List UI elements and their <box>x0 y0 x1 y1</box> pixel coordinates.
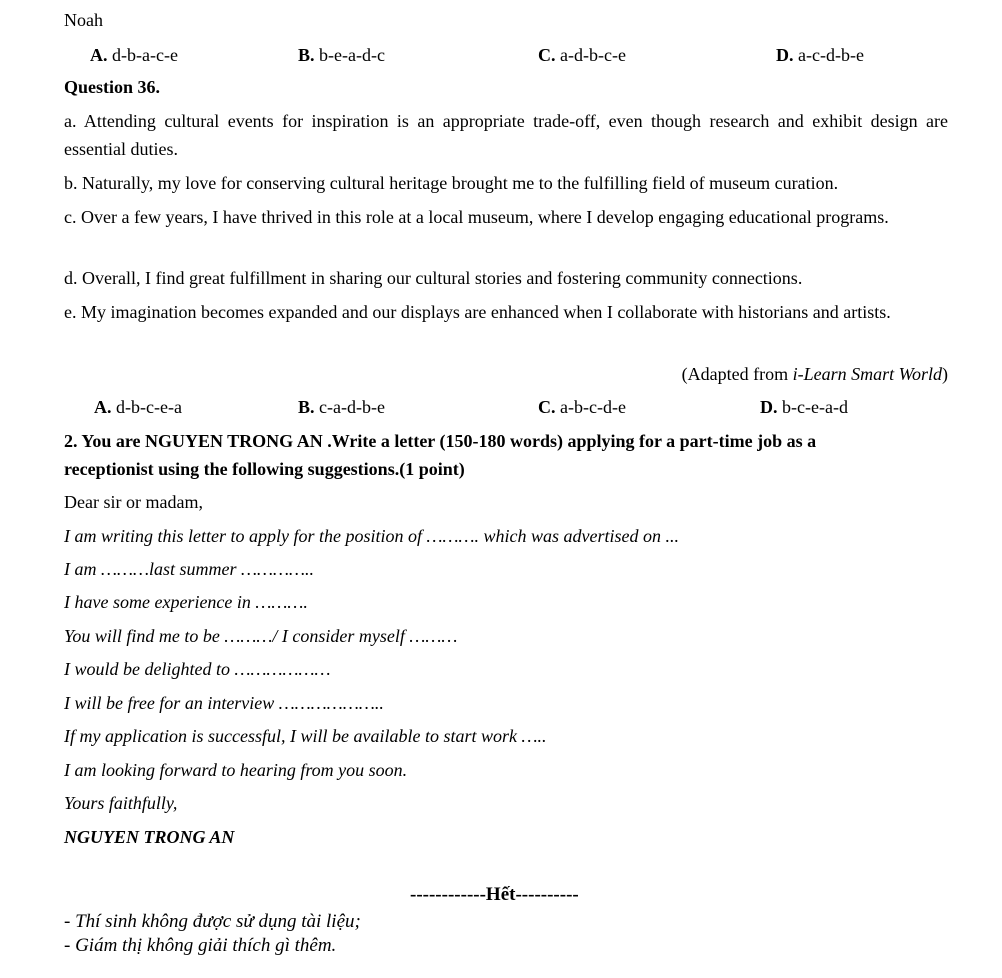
q36-option-a: A. d-b-c-e-a <box>94 397 182 417</box>
q36-option-b: B. c-a-d-b-e <box>298 397 385 417</box>
footer-note-2: - Giám thị không giải thích gì thêm. <box>64 935 337 956</box>
letter-salutation: Dear sir or madam, <box>64 492 203 512</box>
q35-option-d: D. a-c-d-b-e <box>776 45 864 65</box>
q35-last-line: Noah <box>64 10 103 30</box>
writing-prompt-line-1: 2. You are NGUYEN TRONG AN .Write a letter (150-180 words) applying for a part-time job as a <box>64 431 817 451</box>
letter-line: I have some experience in ………. <box>64 592 308 612</box>
q36-option-d: D. b-c-e-a-d <box>760 397 848 417</box>
q35-option-c: C. a-d-b-c-e <box>538 45 626 65</box>
q35-option-a: A. d-b-a-c-e <box>90 45 178 65</box>
letter-line: I would be delighted to ……………… <box>64 659 331 679</box>
q36-sentence-e: e. My imagination becomes expanded and our displays are enhanced when I collaborate with historians and artists. <box>64 302 891 322</box>
q36-source: (Adapted from i-Learn Smart World) <box>681 364 948 384</box>
letter-line: I am ………last summer ………….. <box>64 559 315 579</box>
q36-sentence-a: a. Attending cultural events for inspiration is an appropriate trade-off, even though research and exhibit design are essential duties. <box>64 111 948 159</box>
end-of-exam-mark: ------------Hết---------- <box>410 884 579 905</box>
letter-line: If my application is successful, I will be available to start work ….. <box>64 726 547 746</box>
letter-line: You will find me to be ………/ I consider myself ……… <box>64 626 458 646</box>
q36-sentence-d: d. Overall, I find great fulfillment in sharing our cultural stories and fostering community connections. <box>64 268 803 288</box>
writing-prompt-line-2: receptionist using the following suggestions.(1 point) <box>64 459 465 479</box>
q36-sentence-c: c. Over a few years, I have thrived in this role at a local museum, where I develop engaging educational programs. <box>64 207 889 227</box>
letter-signature: NGUYEN TRONG AN <box>64 827 235 847</box>
footer-note-1: - Thí sinh không được sử dụng tài liệu; <box>64 911 361 932</box>
letter-line: I am looking forward to hearing from you soon. <box>64 760 408 780</box>
letter-line: I will be free for an interview ……………….. <box>64 693 384 713</box>
q36-sentence-b: b. Naturally, my love for conserving cultural heritage brought me to the fulfilling field of museum curation. <box>64 173 839 193</box>
letter-closing: Yours faithfully, <box>64 793 178 813</box>
q36-option-c: C. a-b-c-d-e <box>538 397 626 417</box>
q36-title: Question 36. <box>64 77 161 97</box>
q35-option-b: B. b-e-a-d-c <box>298 45 385 65</box>
letter-line: I am writing this letter to apply for the position of ………. which was advertised on ... <box>64 526 679 546</box>
